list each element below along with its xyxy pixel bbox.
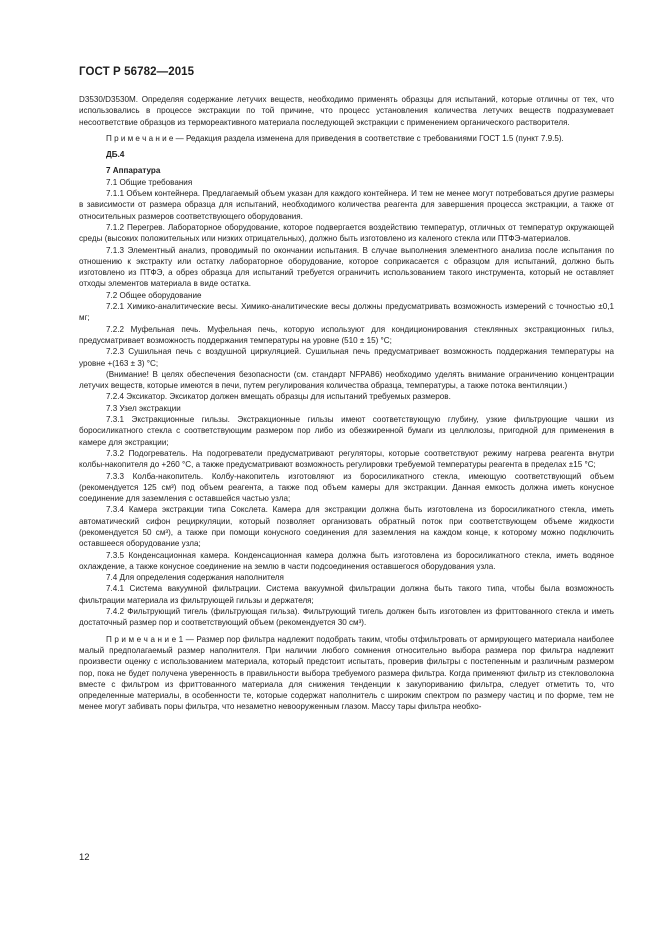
- paragraph-7-3-2: 7.3.2 Подогреватель. На подогреватели предусматривают регуляторы, которые соответствуют режиму нагрева реагента внутри колбы-накопителя до +260 °С, а также предусматривают возможность регулировки требуемой температуры реагента в пределах ±15 °С;: [79, 448, 614, 470]
- paragraph-7-4-1: 7.4.1 Система вакуумной фильтрации. Система вакуумной фильтрации должна быть такого типа, чтобы была возможность фильтрации материала из фильтрующей гильзы и держателя;: [79, 584, 614, 605]
- subsection-heading: 7.2 Общее оборудование: [106, 290, 202, 300]
- paragraph-7-2-2: 7.2.2 Муфельная печь. Муфельная печь, которую используют для кондиционирования стеклянных экстракционных гильз, предусматривает возможность поддержания температуры на уровне (510 ± 15) °С;: [79, 324, 614, 345]
- safety-warning: (Внимание! В целях обеспечения безопасности (см. стандарт NFPA86) необходимо уделять внимание ограничению концентрации летучих веществ, которые имеются в печи, путем регулирования количества образца, температуры, а также потока вентиляции.): [79, 369, 614, 391]
- body-text: [79, 94, 614, 713]
- paragraph-7-3-1: 7.3.1 Экстракционные гильзы. Экстракционные гильзы имеют соответствующую глубину, узкие фильтрующие чашки из боросиликатного стекла с соответствующим размером пор либо из обезжиренной бумаги из целлюлозы, пригодной для применения в камере для экстракции;: [79, 415, 614, 447]
- paragraph-intro: D3530/D3530M. Определяя содержание летучих веществ, необходимо применять образцы для испытаний, которые отличны от тех, что использовались в процессе экстракции по той причине, что процесс установления количества летучих веществ подразумевает несоответствие образцов из термореактивного материала последующей экстракции с применением органического растворителя.: [79, 95, 614, 127]
- paragraph-7-2-3: 7.2.3 Сушильная печь с воздушной циркуляцией. Сушильная печь предусматривает возможность поддержания температуры на уровне +(163 ± 3) °С;: [79, 347, 614, 368]
- section-heading: 7 Аппаратура: [106, 166, 161, 176]
- appendix-label: ДБ.4: [106, 150, 125, 160]
- paragraph-7-1-2: 7.1.2 Перегрев. Лабораторное оборудование, которое подвергается воздействию температур, отличных от температур окружающей среды (высоких положительных или низких отрицательных), должно быть изготовлено из каленого стекла или ПТФЭ-материалов.: [79, 222, 614, 244]
- note-editorial: П р и м е ч а н и е — Редакция раздела изменена для приведения в соответствие с требованиями ГОСТ 1.5 (пункт 7.9.5).: [106, 133, 564, 143]
- paragraph-7-4-2: 7.4.2 Фильтрующий тигель (фильтрующая гильза). Фильтрующий тигель должен быть изготовлен из фриттованного стекла и иметь достаточный размер пор и соответствующий объем (рекомендуется 30 см³).: [79, 607, 614, 628]
- paragraph-7-3-3: 7.3.3 Колба-накопитель. Колбу-накопитель изготовляют из боросиликатного стекла, имеющую соответствующий объем (рекомендуется 125 см³) под объем реагента, а также под объем камеры для экстракции. Данная емкость должна иметь конусное соединение для заземления с оставшейся частью узла;: [79, 471, 614, 504]
- subsection-heading: 7.3 Узел экстракции: [106, 403, 181, 413]
- page-number: 12: [79, 852, 90, 863]
- paragraph-7-3-4: 7.3.4 Камера экстракции типа Сокслета. Камера для экстракции должна быть изготовлена из боросиликатного стекла, иметь автоматический сифон рециркуляции, который позволяет организовать обратный поток при соответствующем объеме жидкости (рекомендуется 50 см³), а также при помощи конусного соединения для заземления на каждом конце, к которому можно подключить оставшееся оборудование узла;: [79, 505, 614, 549]
- paragraph-7-2-4: 7.2.4 Эксикатор. Эксикатор должен вмещать образцы для испытаний требуемых размеров.: [106, 392, 451, 402]
- paragraph-7-2-1: 7.2.1 Химико-аналитические весы. Химико-аналитические весы должны предусматривать возможность измерений с точностью ±0,1 мг;: [79, 302, 614, 323]
- paragraph-7-1-3: 7.1.3 Элементный анализ, проводимый по окончании испытания. В случае выполнения элементного анализа после испытания по отношению к экстракту или остатку лабораторное оборудование, которое соприкасается с образцом для испытаний, должно быть изготовлено из ПТФЭ, а обрез образца для испытаний требуется ограничить использованием такого инструмента, который не оставляет отходы элементов материала в виде остатка.: [79, 245, 614, 289]
- paragraph-7-3-5: 7.3.5 Конденсационная камера. Конденсационная камера должна быть изготовлена из боросиликатного стекла, иметь водяное охлаждение, а также конусное соединение на землю в части подсоединения оставшегося оборудования узла.: [79, 550, 614, 571]
- subsection-heading: 7.1 Общие требования: [106, 177, 193, 187]
- paragraph-7-1-1: 7.1.1 Объем контейнера. Предлагаемый объем указан для каждого контейнера. И тем не менее могут потребоваться другие размеры в зависимости от размера образца для испытаний, необходимого количества реагента для завершения процесса экстракции, а также от относительных размеров соответствующего оборудования.: [79, 189, 614, 221]
- subsection-heading: 7.4 Для определения содержания наполнителя: [106, 573, 284, 583]
- document-header: ГОСТ Р 56782—2015: [79, 66, 195, 78]
- note-1: П р и м е ч а н и е 1 — Размер пор фильтра надлежит подобрать таким, чтобы отфильтровать от армирующего материала наиболее малый предполагаемый размер наполнителя. При наличии любого сомнения относительно выбора размера пор фильтра надлежит произвести оценку с использованием материала, который предстоит испытать, проверив фильтры с постепенным и различным размером пор, пока не будет получена уверенность в правильности выбора требуемого размера фильтра. Когда применяют фильтр из стекловолокна вместе с фильтром из фриттованного материала для снижения тенденции к закупориванию фильтра, следует отметить то, что определенные материалы, в особенности те, которые содержат наполнитель с широким спектром по размеру частиц и по форме, тем не менее могут забивать поры фильтра, что незаметно невооруженным глазом. Массу тары фильтра необхо-: [79, 634, 614, 712]
